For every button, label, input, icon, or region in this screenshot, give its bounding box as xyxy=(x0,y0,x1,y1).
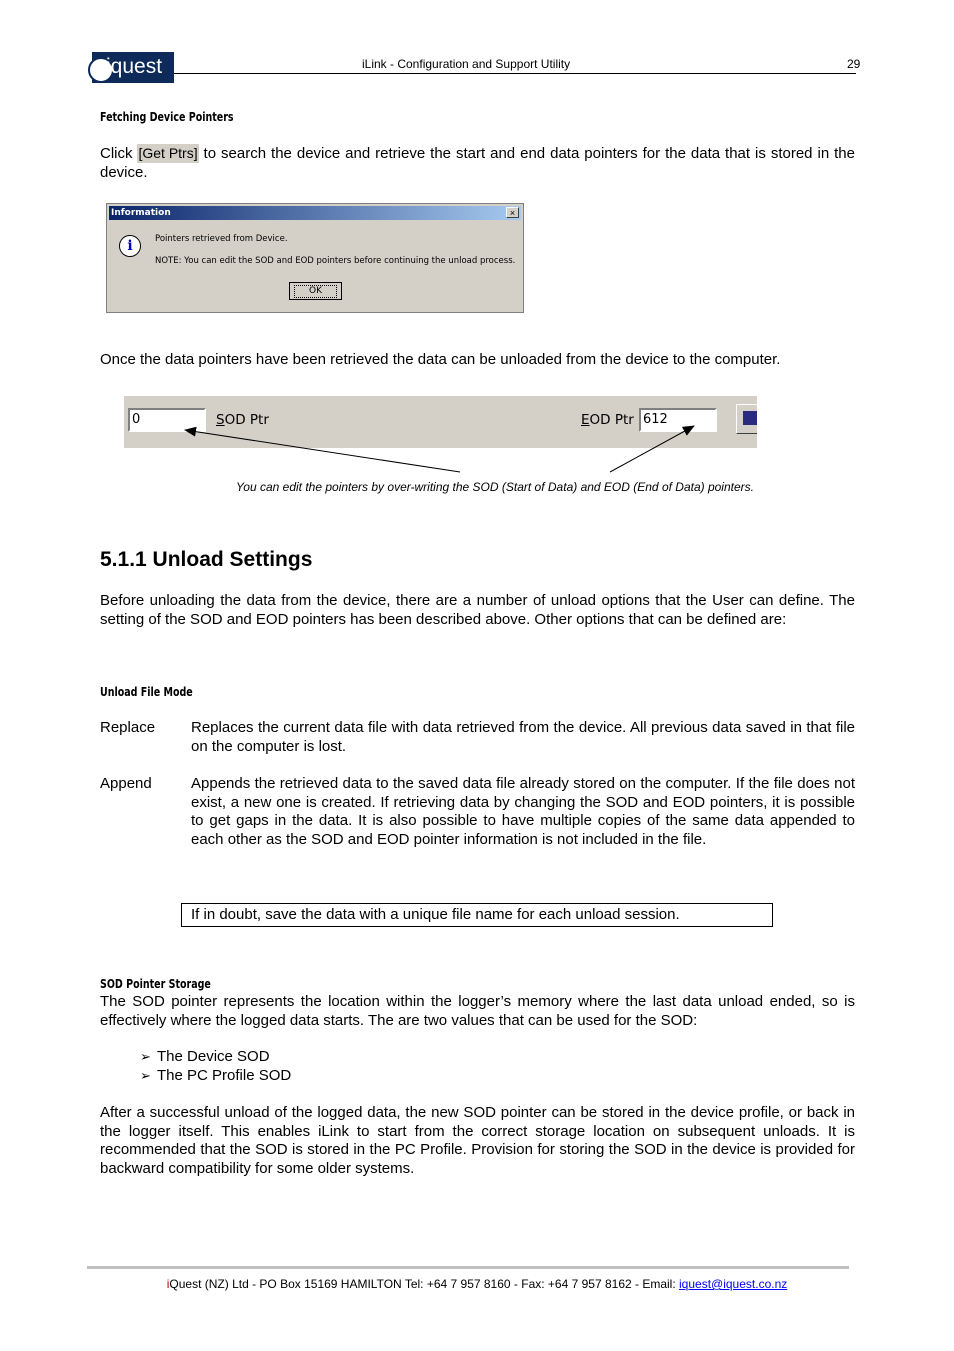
bullet-arrow-icon: ➢ xyxy=(140,1049,151,1064)
eod-arrow xyxy=(610,426,694,472)
replace-definition: Replaces the current data file with data retrieved from the device. All previous data saved in that file on the computer is lost. xyxy=(191,719,855,755)
bullet-text: The PC Profile SOD xyxy=(157,1067,292,1084)
sod-storage-intro: The SOD pointer represents the location within the logger’s memory where the last data unload ended, so is effectively where the logged data starts. The are two values that can be used for the SOD: xyxy=(100,993,855,1029)
sod-storage-heading: SOD Pointer Storage xyxy=(100,977,211,991)
pointer-caption: You can edit the pointers by over-writing the SOD (Start of Data) and EOD (End of Data) pointers. xyxy=(235,480,754,494)
unload-file-mode-heading: Unload File Mode xyxy=(100,685,193,699)
eod-pointer-label: EOD Ptr xyxy=(581,412,634,428)
bullet-text: The Device SOD xyxy=(157,1048,270,1065)
pointer-arrows xyxy=(0,0,954,500)
after-dialog-paragraph: Once the data pointers have been retrieved the data can be unloaded from the device to the computer. xyxy=(100,351,781,368)
append-definition: Appends the retrieved data to the saved data file already stored on the computer. If the file does not exist, a new one is created. If retrieving data by changing the SOD and EOD pointers, it is possible to get gaps in the data. It is also possible to have multiple copies of the same data appended to each other as the SOD and EOD pointer information is not included in the file. xyxy=(191,775,855,848)
list-item xyxy=(140,1048,270,1065)
footer-rule xyxy=(87,1266,849,1269)
sod-arrow xyxy=(185,430,460,472)
note-box: If in doubt, save the data with a unique file name for each unload session. xyxy=(181,903,773,927)
footer-email-link[interactable]: iquest@iquest.co.nz xyxy=(679,1277,788,1291)
dialog-message-line2: NOTE: You can edit the SOD and EOD pointers before continuing the unload process. xyxy=(155,256,516,266)
logo-text: iquest xyxy=(106,55,163,78)
bullet-arrow-icon: ➢ xyxy=(140,1068,151,1083)
get-ptrs-button-ref: [Get Ptrs] xyxy=(138,145,198,161)
unload-intro: Before unloading the data from the device, there are a number of unload options that the User can define. The setting of the SOD and EOD pointers has been described above. Other options that can be defined are: xyxy=(100,592,855,628)
sod-storage-closing: After a successful unload of the logged data, the new SOD pointer can be stored in the device profile, or back in the logger itself. This enables iLink to start from the correct storage location on subsequent unloads. It is recommended that the SOD is stored in the PC Profile. Provision for storing the SOD in the device is provided for backward compatibility for some older systems. xyxy=(100,1104,855,1177)
info-icon: i xyxy=(119,235,141,257)
eod-pointer-input[interactable]: 612 xyxy=(639,408,717,432)
close-icon[interactable]: × xyxy=(506,207,519,218)
footer xyxy=(0,1277,954,1291)
dialog-message-line1: Pointers retrieved from Device. xyxy=(155,234,288,244)
page-number: 29 xyxy=(847,57,861,71)
list-item xyxy=(140,1067,291,1084)
sod-pointer-input[interactable]: 0 xyxy=(128,408,206,432)
replace-term: Replace xyxy=(100,719,156,736)
footer-brand-i: i xyxy=(166,1277,170,1291)
footer-text: Quest (NZ) Ltd - PO Box 15169 HAMILTON Tel: +64 7 957 8160 - Fax: +64 7 957 8162 - Email: xyxy=(169,1277,680,1291)
sod-pointer-label: SOD Ptr xyxy=(216,412,269,428)
dialog-title: Information xyxy=(111,208,171,218)
append-term: Append xyxy=(100,775,152,792)
ok-button-label: OK xyxy=(294,285,337,298)
fetch-text-before: Click xyxy=(100,145,138,162)
section-title: 5.1.1 Unload Settings xyxy=(100,548,313,571)
fetch-heading: Fetching Device Pointers xyxy=(100,110,234,124)
fetch-text-after: to search the device and retrieve the start and end data pointers for the data that is stored in the device. xyxy=(100,145,855,181)
header-title: iLink - Configuration and Support Utility xyxy=(362,57,571,71)
